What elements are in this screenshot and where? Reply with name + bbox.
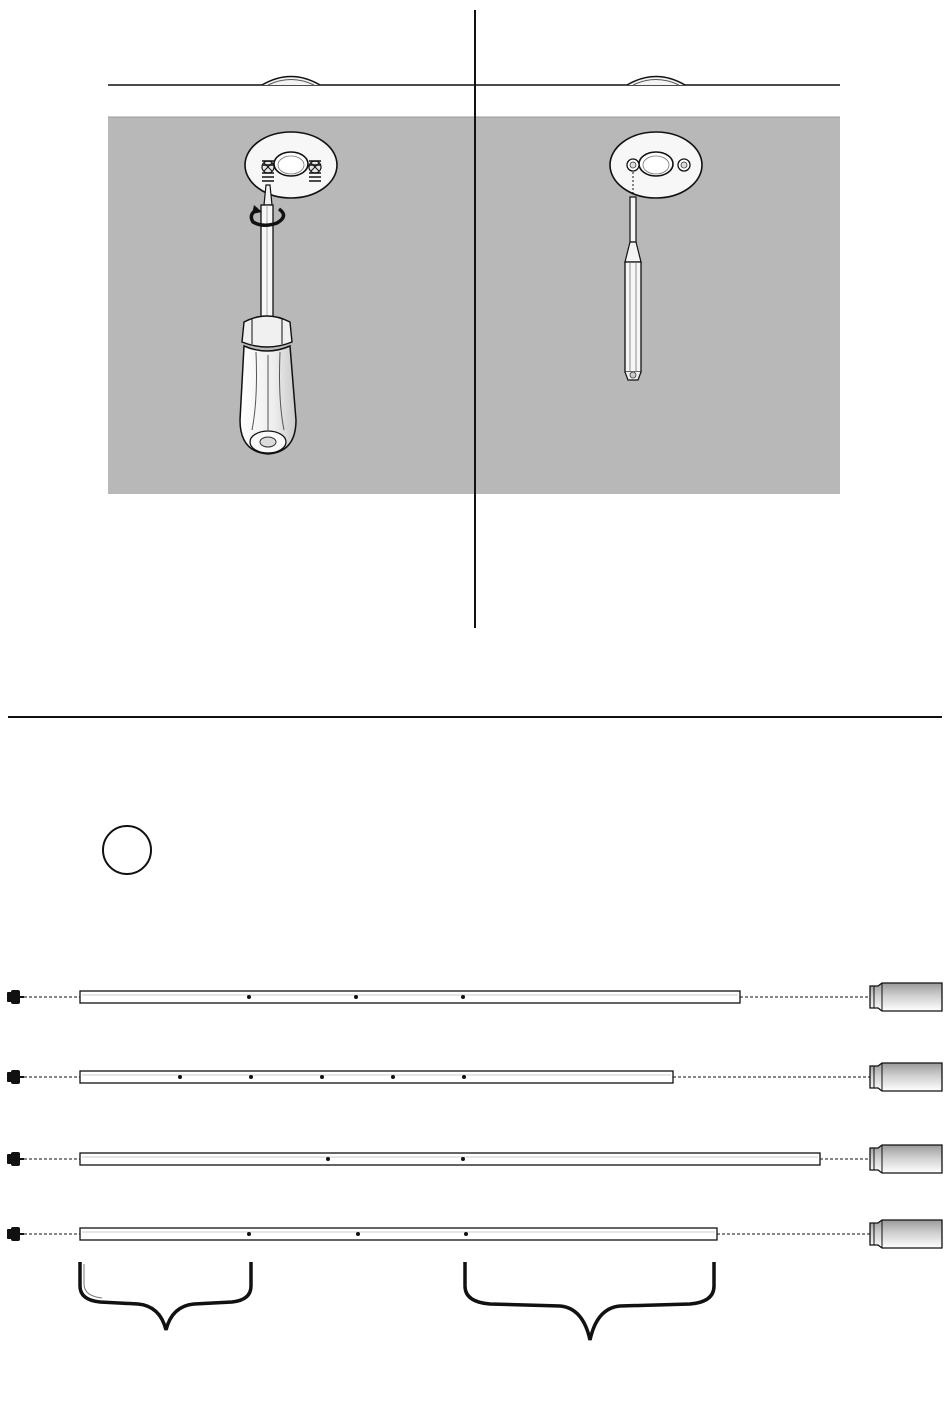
- rod-assembly: [7, 1145, 942, 1173]
- bearing-plate-icon: [610, 132, 702, 198]
- rod: [80, 1228, 717, 1240]
- rod-hole: [247, 995, 251, 999]
- rod-hole: [326, 1157, 330, 1161]
- rod-assembly: [7, 1063, 942, 1091]
- rod-hole: [464, 1232, 468, 1236]
- rod-hole: [247, 1232, 251, 1236]
- handle-icon: [870, 1220, 942, 1248]
- rod-hole: [178, 1075, 182, 1079]
- rod-assembly: [7, 983, 942, 1011]
- rod: [80, 1153, 820, 1165]
- handle-icon: [870, 1063, 942, 1091]
- rod-hole: [461, 995, 465, 999]
- step-number-circle: [102, 825, 152, 875]
- top-panel: [108, 10, 840, 628]
- rod: [80, 1071, 673, 1083]
- bumper-icon: [7, 1152, 24, 1166]
- bumper-icon: [7, 1070, 24, 1084]
- handle-icon: [870, 983, 942, 1011]
- rods-group: [7, 983, 942, 1248]
- bumper-icon: [7, 1227, 24, 1241]
- rod-hole: [391, 1075, 395, 1079]
- handle-icon: [870, 1145, 942, 1173]
- rod-hole: [462, 1075, 466, 1079]
- rod-hole: [320, 1075, 324, 1079]
- bumper-icon: [7, 990, 24, 1004]
- grouping-braces: [80, 1262, 714, 1340]
- rod-assembly: [7, 1220, 942, 1248]
- brace-left: [80, 1262, 251, 1330]
- rod-hole: [249, 1075, 253, 1079]
- rod-hole: [354, 995, 358, 999]
- rod-hole: [356, 1232, 360, 1236]
- bearing-plate-icon: [245, 132, 337, 198]
- brace-right: [465, 1262, 714, 1340]
- rod: [80, 991, 740, 1003]
- rod-hole: [461, 1157, 465, 1161]
